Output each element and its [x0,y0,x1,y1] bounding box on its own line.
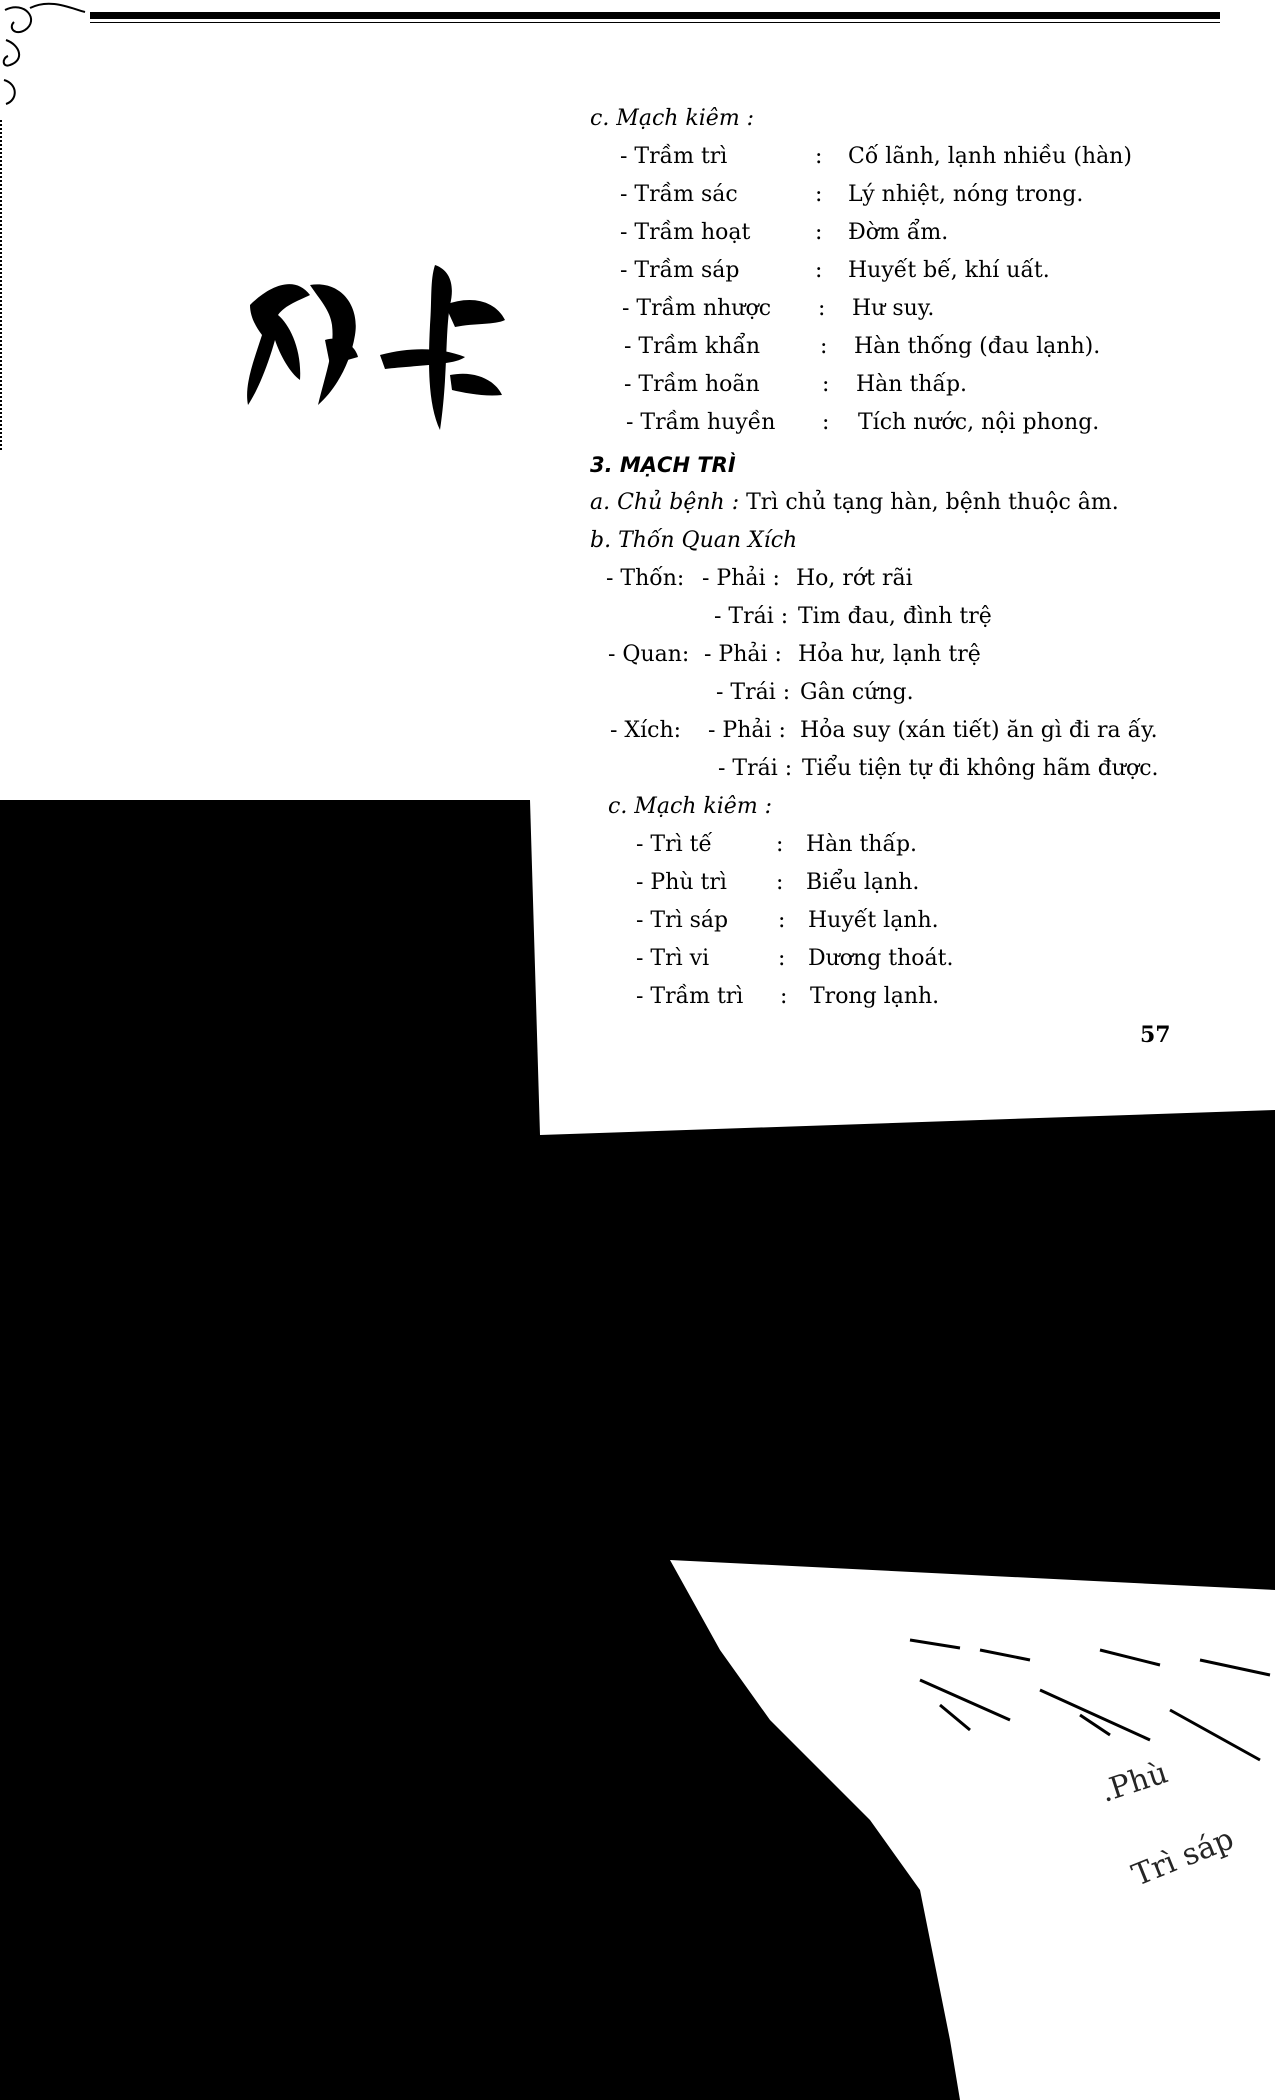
list-item [590,366,1230,404]
description: Tim đau, đình trệ [798,604,992,629]
list-item [590,176,1230,214]
list-item [590,252,1230,290]
list-item [590,978,1230,1016]
list-item [590,636,1230,674]
side-label: - Phải : [704,642,782,667]
description: Dương thoát. [808,946,954,971]
separator: : [822,410,830,435]
term: - Trầm khẩn [624,334,761,359]
header-rule-thin [90,22,1220,23]
description: Hàn thấp. [806,832,918,857]
separator: : [815,258,823,283]
term: - Trầm trì [620,144,728,169]
description: Gân cứng. [800,680,914,705]
list-item [590,328,1230,366]
list-item [590,826,1230,864]
separator: : [818,296,826,321]
description: Tiểu tiện tự đi không hãm được. [802,756,1159,781]
mach-kiem-heading: c. Mạch kiêm : [590,106,755,131]
description: Hỏa hư, lạnh trệ [798,642,981,667]
term: - Trì vi [636,946,710,971]
ornament-corner-icon [0,0,90,120]
list-item [590,404,1230,442]
side-label: - Trái : [718,756,793,781]
document-body [590,100,1230,1016]
description: Ho, rớt rãi [796,566,913,591]
header-rule [90,12,1220,19]
side-label: - Phải : [708,718,786,743]
term: - Trầm sáp [620,258,740,283]
bleed-text: .Phù [1096,1755,1173,1810]
list-item [590,674,1230,712]
separator: : [822,372,830,397]
description: Đờm ẩm. [848,220,949,245]
description: Biểu lạnh. [806,870,920,895]
mach-kiem-heading: c. Mạch kiêm : [608,794,773,819]
term: - Trầm hoạt [620,220,751,245]
page-number: 57 [1140,1022,1171,1048]
term: - Trầm sác [620,182,738,207]
side-label: - Trái : [714,604,789,629]
position-name: - Thốn: [606,566,685,591]
separator: : [776,870,784,895]
term: - Trì tế [636,832,713,857]
term: - Trầm huyền [626,410,776,435]
list-item [590,214,1230,252]
list-item [590,598,1230,636]
list-item [590,902,1230,940]
side-label: - Trái : [716,680,791,705]
term: - Trầm nhược [622,296,772,321]
bleed-scribble-icon [900,1620,1275,1800]
description: Hàn thống (đau lạnh). [854,334,1101,359]
chu-benh-label: a. Chủ bệnh : [590,490,740,515]
list-item [590,864,1230,902]
description: Cố lãnh, lạnh nhiều (hàn) [848,144,1132,169]
description: Hư suy. [852,296,935,321]
separator: : [815,182,823,207]
term: - Phù trì [636,870,727,895]
separator: : [776,832,784,857]
side-label: - Phải : [702,566,780,591]
term: - Trầm hoãn [624,372,760,397]
description: Tích nước, nội phong. [858,410,1100,435]
list-item [590,750,1230,788]
term: - Trầm trì [636,984,744,1009]
list-item [590,560,1230,598]
separator: : [780,984,788,1009]
chu-benh-line [590,484,1230,522]
description: Lý nhiệt, nóng trong. [848,182,1084,207]
chu-benh-text: Trì chủ tạng hàn, bệnh thuộc âm. [739,490,1119,515]
list-item [590,290,1230,328]
description: Trong lạnh. [810,984,940,1009]
page-edge-marks [0,120,8,450]
term: - Trì sáp [636,908,729,933]
description: Hàn thấp. [856,372,968,397]
separator: : [778,908,786,933]
list-item [590,712,1230,750]
position-name: - Quan: [608,642,690,667]
position-name: - Xích: [610,718,682,743]
section-title: 3. MẠCH TRÌ [590,453,736,477]
separator: : [815,144,823,169]
description: Hỏa suy (xán tiết) ăn gì đi ra ấy. [800,718,1158,743]
description: Huyết bế, khí uất. [848,258,1050,283]
thon-quan-xich-heading: b. Thốn Quan Xích [590,528,798,553]
description: Huyết lạnh. [808,908,939,933]
separator: : [778,946,786,971]
bleed-text: Trì sáp [1127,1821,1239,1894]
separator: : [815,220,823,245]
list-item [590,138,1230,176]
separator: : [820,334,828,359]
calligraphy-glyph-icon [240,265,510,435]
list-item [590,940,1230,978]
